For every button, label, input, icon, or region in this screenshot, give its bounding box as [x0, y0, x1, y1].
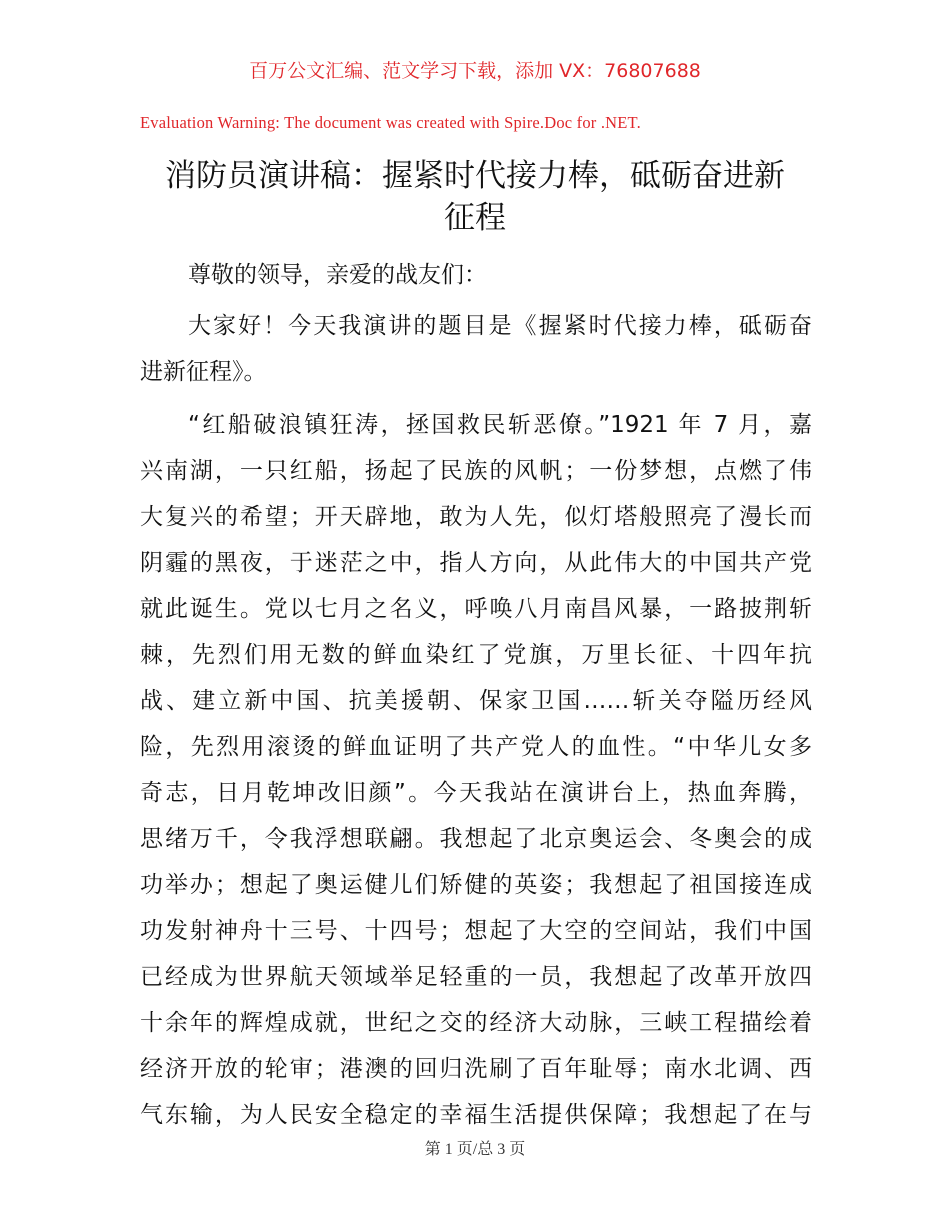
title-line: 征程 — [444, 200, 506, 236]
promo-banner: 百万公文汇编、范文学习下载，添加 VX：76807688 — [249, 60, 701, 82]
text-line: 兴南湖，一只红船，扬起了民族的风帆；一份梦想，点燃了伟 — [140, 458, 812, 484]
text-line: 功举办；想起了奥运健儿们矫健的英姿；我想起了祖国接连成 — [140, 872, 812, 898]
text-line: 险，先烈用滚烫的鲜血证明了共产党人的血性。“中华儿女多 — [140, 734, 812, 760]
text-line: 棘，先烈们用无数的鲜血染红了党旗，万里长征、十四年抗 — [140, 642, 812, 668]
text-line: 思绪万千，令我浮想联翩。我想起了北京奥运会、冬奥会的成 — [140, 826, 812, 852]
text-line: 大家好！今天我演讲的题目是《握紧时代接力棒，砥砺奋 — [188, 313, 812, 339]
paragraph-main — [140, 402, 812, 1138]
text-line: 阴霾的黑夜，于迷茫之中，指人方向，从此伟大的中国共产党 — [140, 550, 812, 576]
document-title — [130, 155, 820, 239]
title-line: 消防员演讲稿：握紧时代接力棒，砥砺奋进新 — [165, 158, 785, 194]
text-line: 战、建立新中国、抗美援朝、保家卫国……斩关夺隘历经风 — [140, 688, 812, 714]
text-line: 十余年的辉煌成就，世纪之交的经济大动脉，三峡工程描绘着 — [140, 1010, 812, 1036]
text-line: 进新征程》。 — [140, 359, 267, 385]
salutation-paragraph — [140, 252, 812, 298]
text-line: 大复兴的希望；开天辟地，敢为人先，似灯塔般照亮了漫长而 — [140, 504, 812, 530]
salutation: 尊敬的领导，亲爱的战友们： — [188, 262, 487, 288]
page-number: 第 1 页/总 3 页 — [424, 1141, 526, 1158]
text-line: 经济开放的轮审；港澳的回归洗刷了百年耻辱；南水北调、西 — [140, 1056, 812, 1082]
text-line: 气东输，为人民安全稳定的幸福生活提供保障；我想起了在与 — [140, 1102, 812, 1128]
text-line: “红船破浪镇狂涛，拯国救民斩恶僚。”1921 年 7 月，嘉 — [188, 412, 812, 438]
text-line: 已经成为世界航天领域举足轻重的一员，我想起了改革开放四 — [140, 964, 812, 990]
paragraph-intro — [140, 303, 812, 395]
text-line: 奇志，日月乾坤改旧颜”。今天我站在演讲台上，热血奔腾， — [140, 780, 812, 806]
text-line: 就此诞生。党以七月之名义，呼唤八月南昌风暴，一路披荆斩 — [140, 596, 812, 622]
evaluation-warning: Evaluation Warning: The document was created with Spire.Doc for .NET. — [140, 113, 641, 132]
text-line: 功发射神舟十三号、十四号；想起了大空的空间站，我们中国 — [140, 918, 812, 944]
